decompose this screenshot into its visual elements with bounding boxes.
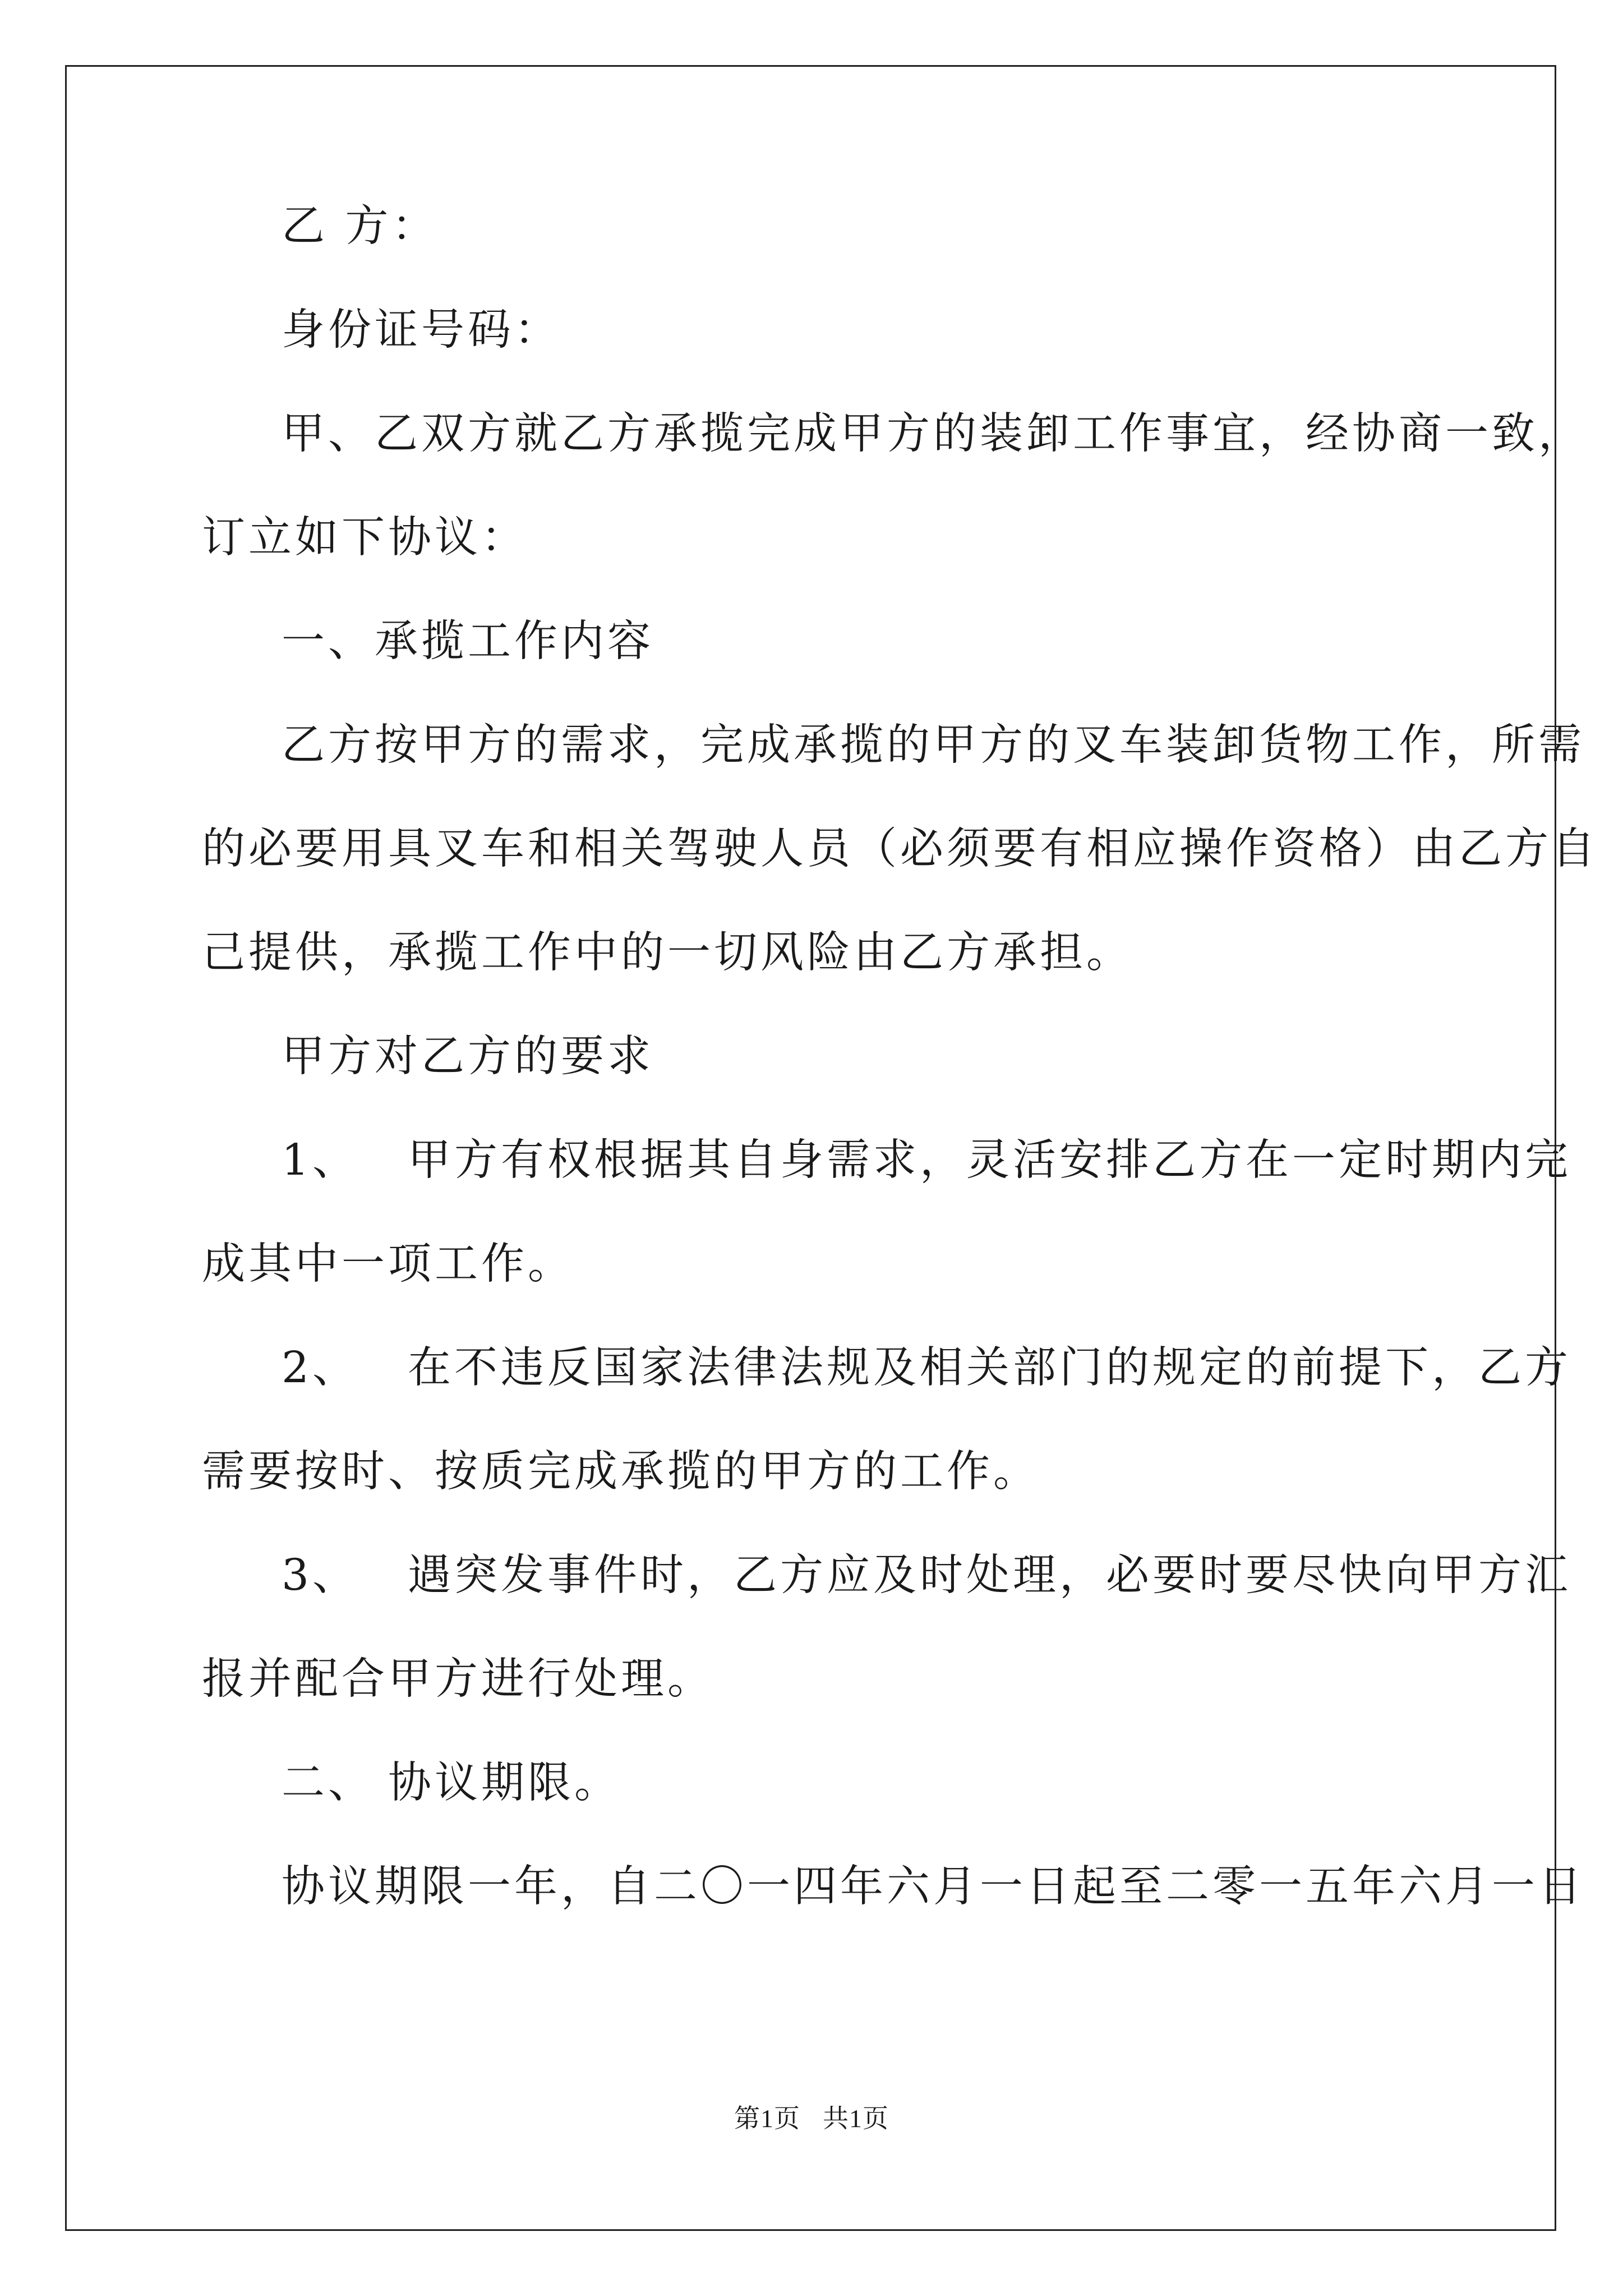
page-number: 第1页 bbox=[734, 2104, 800, 2133]
requirement-number: 3、 bbox=[282, 1550, 359, 1600]
section-title: 协议期限。 bbox=[388, 1758, 621, 1808]
term-body-line-1: 协议期限一年，自二〇一四年六月一日起至二零一五年六月一日 bbox=[282, 1862, 1585, 1912]
section-heading-2 bbox=[282, 1758, 621, 1808]
total-pages: 共1页 bbox=[823, 2104, 889, 2133]
section-1-body-line-3: 己提供，承揽工作中的一切风险由乙方承担。 bbox=[202, 928, 1133, 978]
requirement-item-2 bbox=[282, 1343, 1571, 1393]
requirement-number: 2、 bbox=[282, 1343, 359, 1393]
requirement-item-3 bbox=[282, 1550, 1571, 1600]
section-1-body-line-2: 的必要用具叉车和相关驾驶人员（必须要有相应操作资格）由乙方自 bbox=[202, 824, 1598, 874]
requirement-text: 遇突发事件时，乙方应及时处理，必要时要尽快向甲方汇 bbox=[408, 1550, 1571, 1600]
intro-line-1: 甲、乙双方就乙方承揽完成甲方的装卸工作事宜，经协商一致， bbox=[282, 409, 1585, 459]
page-footer bbox=[0, 2098, 1623, 2135]
requirement-number: 1、 bbox=[282, 1135, 359, 1185]
requirement-item-3-cont: 报并配合甲方进行处理。 bbox=[202, 1654, 714, 1704]
intro-line-2: 订立如下协议： bbox=[202, 513, 528, 563]
id-number-label: 身份证号码： bbox=[282, 305, 561, 355]
party-b-label: 乙 方： bbox=[282, 201, 439, 251]
section-1-body-line-1: 乙方按甲方的需求，完成承揽的甲方的叉车装卸货物工作，所需 bbox=[282, 720, 1585, 770]
requirements-heading: 甲方对乙方的要求 bbox=[282, 1032, 654, 1082]
requirement-item-1-cont: 成其中一项工作。 bbox=[202, 1239, 574, 1289]
section-heading-1: 一、承揽工作内容 bbox=[282, 616, 654, 666]
section-number: 二、 bbox=[282, 1758, 375, 1808]
requirement-item-1 bbox=[282, 1135, 1571, 1185]
requirement-text: 甲方有权根据其自身需求，灵活安排乙方在一定时期内完 bbox=[408, 1135, 1571, 1185]
requirement-item-2-cont: 需要按时、按质完成承揽的甲方的工作。 bbox=[202, 1447, 1040, 1497]
requirement-text: 在不违反国家法律法规及相关部门的规定的前提下，乙方 bbox=[408, 1343, 1571, 1393]
